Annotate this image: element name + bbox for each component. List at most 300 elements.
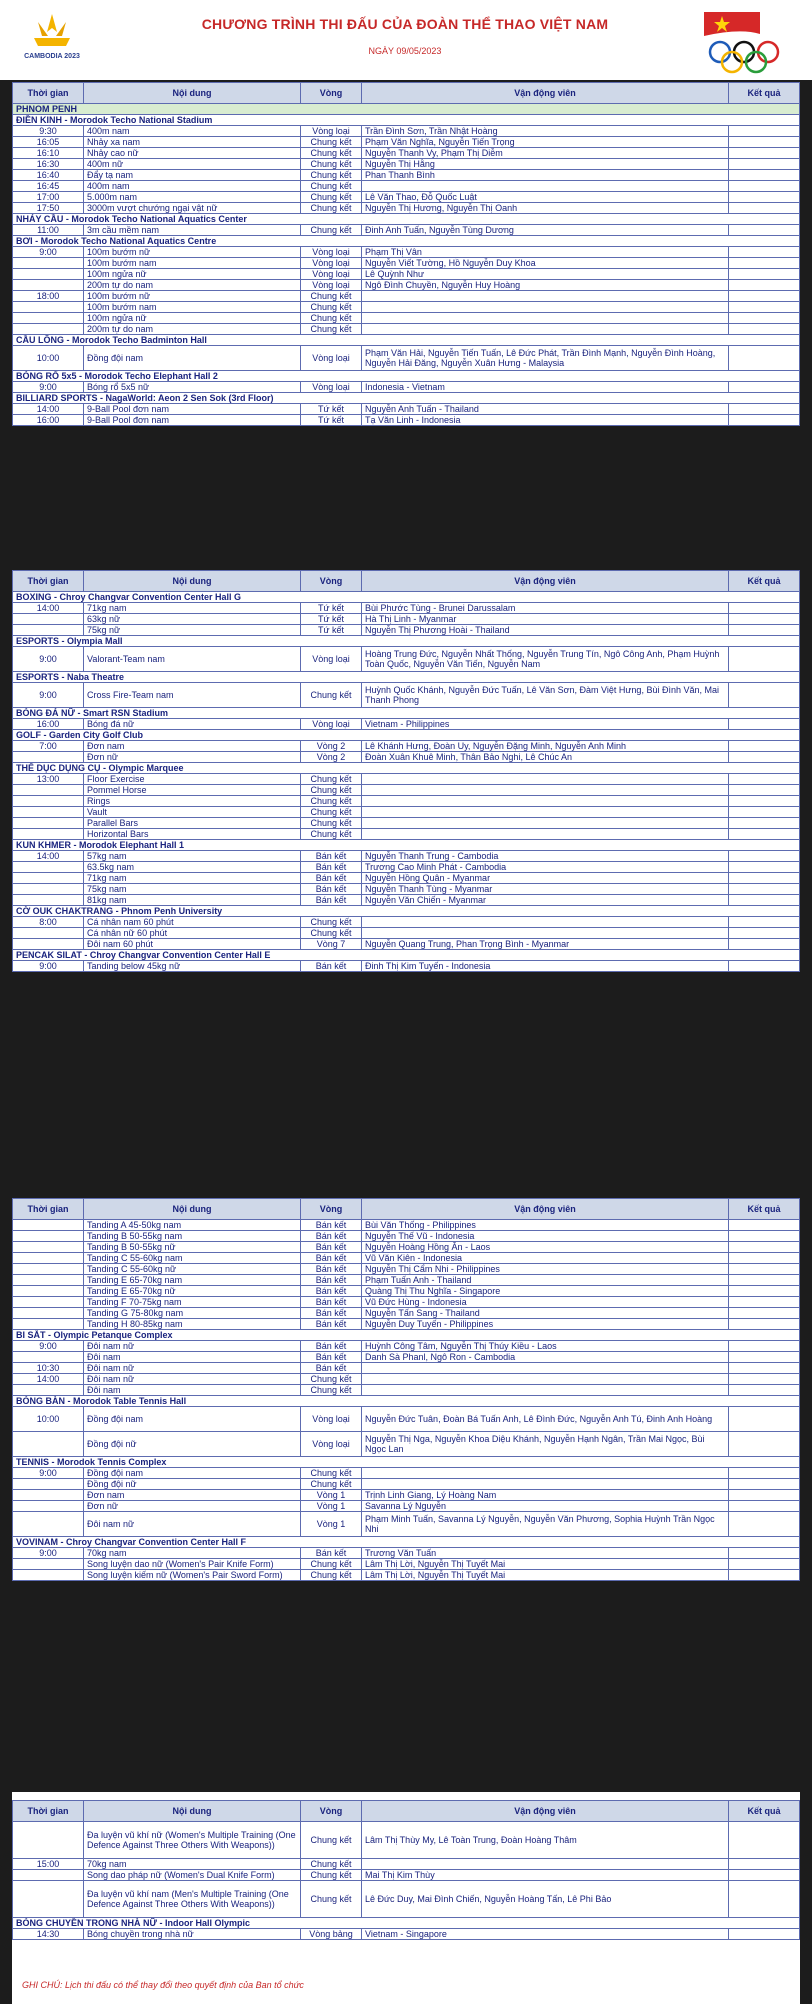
col-time-header: Thời gian: [13, 1199, 84, 1220]
event-time: 9:00: [13, 1341, 84, 1352]
event-round: Chung kết: [301, 818, 362, 829]
event-athletes: [362, 291, 729, 302]
event-time: [13, 1308, 84, 1319]
event-result: [729, 415, 800, 426]
event-athletes: Đinh Anh Tuấn, Nguyễn Tùng Dương: [362, 225, 729, 236]
schedule-row: [13, 1407, 800, 1432]
event-athletes: Phạm Văn Nghĩa, Nguyễn Tiến Trọng: [362, 137, 729, 148]
event-content: Rings: [84, 796, 301, 807]
event-round: Bán kết: [301, 1253, 362, 1264]
event-result: [729, 148, 800, 159]
event-athletes: Trần Đình Sơn, Trần Nhật Hoàng: [362, 126, 729, 137]
event-time: [13, 1242, 84, 1253]
event-content: Đa luyện vũ khí nam (Men's Multiple Training (One Defence Against Three Others With Weapons)): [84, 1881, 301, 1918]
event-result: [729, 346, 800, 371]
event-result: [729, 1570, 800, 1581]
event-round: Vòng loại: [301, 258, 362, 269]
col-time-header: Thời gian: [13, 1801, 84, 1822]
venue-name: ESPORTS - Naba Theatre: [13, 672, 800, 683]
event-round: Bán kết: [301, 862, 362, 873]
venue-row: [13, 840, 800, 851]
venue-row: [13, 906, 800, 917]
col-round-header: Vòng: [301, 1801, 362, 1822]
event-round: Vòng 1: [301, 1501, 362, 1512]
schedule-row: [13, 873, 800, 884]
event-content: Floor Exercise: [84, 774, 301, 785]
schedule-panel-2: [12, 570, 800, 972]
event-round: Chung kết: [301, 159, 362, 170]
event-athletes: Nguyễn Tấn Sang - Thailand: [362, 1308, 729, 1319]
col-athletes-header: Vận động viên: [362, 571, 729, 592]
event-content: 100m bướm nam: [84, 302, 301, 313]
event-result: [729, 625, 800, 636]
event-athletes: Phạm Thị Vân: [362, 247, 729, 258]
schedule-row: [13, 939, 800, 950]
schedule-row: [13, 818, 800, 829]
event-time: 16:10: [13, 148, 84, 159]
event-result: [729, 1407, 800, 1432]
schedule-row: [13, 1242, 800, 1253]
event-time: [13, 1220, 84, 1231]
schedule-row: [13, 203, 800, 214]
event-round: Chung kết: [301, 181, 362, 192]
event-athletes: [362, 313, 729, 324]
schedule-row: [13, 415, 800, 426]
event-result: [729, 382, 800, 393]
event-content: Tanding H 80-85kg nam: [84, 1319, 301, 1330]
event-time: 14:00: [13, 851, 84, 862]
event-athletes: [362, 181, 729, 192]
event-athletes: Nguyễn Thị Hương, Nguyễn Thị Oanh: [362, 203, 729, 214]
event-round: Bán kết: [301, 884, 362, 895]
event-result: [729, 614, 800, 625]
venue-name: GOLF - Garden City Golf Club: [13, 730, 800, 741]
event-round: Tứ kết: [301, 404, 362, 415]
venue-row: [13, 1457, 800, 1468]
event-content: 200m tự do nam: [84, 280, 301, 291]
venue-row: [13, 1396, 800, 1407]
event-result: [729, 1512, 800, 1537]
event-content: Vault: [84, 807, 301, 818]
venue-name: BÓNG CHUYỀN TRONG NHÀ NỮ - Indoor Hall Olympic: [13, 1918, 800, 1929]
event-result: [729, 269, 800, 280]
event-content: 5.000m nam: [84, 192, 301, 203]
event-athletes: Bùi Phước Tùng - Brunei Darussalam: [362, 603, 729, 614]
event-content: 75kg nữ: [84, 625, 301, 636]
event-athletes: Phạm Tuấn Anh - Thailand: [362, 1275, 729, 1286]
venue-row: [13, 592, 800, 603]
event-round: Chung kết: [301, 137, 362, 148]
event-result: [729, 1297, 800, 1308]
event-time: [13, 1286, 84, 1297]
event-time: [13, 1490, 84, 1501]
event-result: [729, 741, 800, 752]
schedule-row: [13, 1881, 800, 1918]
event-athletes: Danh Sà Phanl, Ngô Ron - Cambodia: [362, 1352, 729, 1363]
event-time: 9:00: [13, 1468, 84, 1479]
event-athletes: Bùi Văn Thống - Philippines: [362, 1220, 729, 1231]
event-time: [13, 269, 84, 280]
event-time: 9:30: [13, 126, 84, 137]
event-round: Chung kết: [301, 1374, 362, 1385]
event-athletes: [362, 1468, 729, 1479]
schedule-row: [13, 1297, 800, 1308]
event-time: [13, 1479, 84, 1490]
event-round: Chung kết: [301, 917, 362, 928]
event-result: [729, 159, 800, 170]
schedule-row: [13, 1275, 800, 1286]
event-result: [729, 225, 800, 236]
event-result: [729, 873, 800, 884]
event-result: [729, 1479, 800, 1490]
event-time: [13, 614, 84, 625]
schedule-row: [13, 917, 800, 928]
col-result-header: Kết quả: [729, 571, 800, 592]
event-round: Tứ kết: [301, 415, 362, 426]
event-athletes: Nguyễn Duy Tuyến - Philippines: [362, 1319, 729, 1330]
schedule-row: [13, 895, 800, 906]
schedule-table-2: [12, 570, 800, 972]
venue-row: [13, 672, 800, 683]
event-round: Bán kết: [301, 895, 362, 906]
venue-row: [13, 393, 800, 404]
event-content: 100m ngửa nữ: [84, 269, 301, 280]
schedule-row: [13, 1479, 800, 1490]
event-round: Chung kết: [301, 203, 362, 214]
event-content: 81kg nam: [84, 895, 301, 906]
event-content: 63kg nữ: [84, 614, 301, 625]
schedule-row: [13, 258, 800, 269]
event-time: 16:30: [13, 159, 84, 170]
event-content: 400m nam: [84, 181, 301, 192]
event-result: [729, 1870, 800, 1881]
event-result: [729, 302, 800, 313]
event-athletes: Đoàn Xuân Khuê Minh, Thân Bảo Nghi, Lê Chúc An: [362, 752, 729, 763]
event-time: [13, 1570, 84, 1581]
event-content: Nhảy xa nam: [84, 137, 301, 148]
event-round: Chung kết: [301, 148, 362, 159]
event-athletes: Nguyễn Quang Trung, Phan Trọng Bình - Myanmar: [362, 939, 729, 950]
event-round: Bán kết: [301, 1231, 362, 1242]
event-result: [729, 1242, 800, 1253]
event-round: Bán kết: [301, 851, 362, 862]
event-time: 9:00: [13, 247, 84, 258]
event-athletes: Vũ Văn Kiên - Indonesia: [362, 1253, 729, 1264]
schedule-row: [13, 1512, 800, 1537]
schedule-row: [13, 1432, 800, 1457]
event-athletes: Lâm Thị Lời, Nguyễn Thị Tuyết Mai: [362, 1559, 729, 1570]
event-round: Tứ kết: [301, 614, 362, 625]
event-result: [729, 1385, 800, 1396]
event-time: [13, 313, 84, 324]
event-athletes: [362, 796, 729, 807]
event-athletes: Trịnh Linh Giang, Lý Hoàng Nam: [362, 1490, 729, 1501]
event-result: [729, 647, 800, 672]
event-athletes: Nguyễn Thị Hằng: [362, 159, 729, 170]
schedule-row: [13, 148, 800, 159]
event-round: Vòng loại: [301, 647, 362, 672]
col-result-header: Kết quả: [729, 1199, 800, 1220]
event-content: Tanding below 45kg nữ: [84, 961, 301, 972]
event-content: 9-Ball Pool đơn nam: [84, 415, 301, 426]
schedule-row: [13, 829, 800, 840]
venue-name: BILLIARD SPORTS - NagaWorld: Aeon 2 Sen Sok (3rd Floor): [13, 393, 800, 404]
event-content: Parallel Bars: [84, 818, 301, 829]
event-result: [729, 258, 800, 269]
event-time: [13, 895, 84, 906]
event-result: [729, 774, 800, 785]
event-time: 9:00: [13, 1548, 84, 1559]
event-content: Bóng rổ 5x5 nữ: [84, 382, 301, 393]
event-result: [729, 917, 800, 928]
event-content: 3m cầu mềm nam: [84, 225, 301, 236]
event-athletes: Phạm Văn Hải, Nguyễn Tiến Tuấn, Lê Đức Phát, Trần Đình Mạnh, Nguyễn Đình Hoàng, Nguyễn Hải Đăng, Nguyễn Xuân Hưng - Malaysia: [362, 346, 729, 371]
event-content: 57kg nam: [84, 851, 301, 862]
venue-row: [13, 763, 800, 774]
event-result: [729, 939, 800, 950]
schedule-row: [13, 269, 800, 280]
event-result: [729, 1501, 800, 1512]
event-athletes: Hà Thị Linh - Myanmar: [362, 614, 729, 625]
event-result: [729, 126, 800, 137]
event-result: [729, 1559, 800, 1570]
schedule-row: [13, 1822, 800, 1859]
schedule-row: [13, 170, 800, 181]
event-content: Đôi nam nữ: [84, 1341, 301, 1352]
venue-row: [13, 730, 800, 741]
event-athletes: Nguyễn Anh Tuấn - Thailand: [362, 404, 729, 415]
event-result: [729, 1253, 800, 1264]
event-content: 200m tự do nam: [84, 324, 301, 335]
event-content: 100m ngửa nữ: [84, 313, 301, 324]
event-content: Cá nhân nam 60 phút: [84, 917, 301, 928]
event-time: 7:00: [13, 741, 84, 752]
event-content: Pommel Horse: [84, 785, 301, 796]
event-time: 17:50: [13, 203, 84, 214]
event-result: [729, 884, 800, 895]
event-result: [729, 603, 800, 614]
event-round: Chung kết: [301, 302, 362, 313]
venue-row: [13, 236, 800, 247]
schedule-row: [13, 1341, 800, 1352]
event-content: Đồng đội nam: [84, 1407, 301, 1432]
event-time: [13, 1385, 84, 1396]
event-athletes: Nguyễn Thanh Vy, Phạm Thị Diễm: [362, 148, 729, 159]
city-name: PHNOM PENH: [13, 104, 800, 115]
event-content: Tanding F 70-75kg nam: [84, 1297, 301, 1308]
event-athletes: [362, 1479, 729, 1490]
col-athletes-header: Vận động viên: [362, 1801, 729, 1822]
event-round: Vòng loại: [301, 1432, 362, 1457]
event-content: 70kg nam: [84, 1859, 301, 1870]
event-time: [13, 796, 84, 807]
schedule-row: [13, 225, 800, 236]
schedule-row: [13, 603, 800, 614]
event-time: [13, 1264, 84, 1275]
event-result: [729, 752, 800, 763]
event-time: [13, 785, 84, 796]
event-content: Cá nhân nữ 60 phút: [84, 928, 301, 939]
event-athletes: Lê Khánh Hưng, Đoàn Uy, Nguyễn Đặng Minh, Nguyễn Anh Minh: [362, 741, 729, 752]
event-result: [729, 895, 800, 906]
document-date: NGÀY 09/05/2023: [368, 46, 442, 56]
schedule-row: [13, 1385, 800, 1396]
event-time: 18:00: [13, 291, 84, 302]
event-content: Đồng đội nam: [84, 346, 301, 371]
event-result: [729, 1548, 800, 1559]
venue-row: [13, 1918, 800, 1929]
event-result: [729, 1308, 800, 1319]
event-time: 14:30: [13, 1929, 84, 1940]
schedule-row: [13, 324, 800, 335]
schedule-row: [13, 961, 800, 972]
event-result: [729, 1220, 800, 1231]
event-result: [729, 829, 800, 840]
event-athletes: Nguyễn Thanh Trung - Cambodia: [362, 851, 729, 862]
event-round: Chung kết: [301, 1479, 362, 1490]
col-content-header: Nội dung: [84, 1199, 301, 1220]
schedule-row: [13, 291, 800, 302]
event-content: Cross Fire-Team nam: [84, 683, 301, 708]
schedule-row: [13, 1559, 800, 1570]
event-round: Bán kết: [301, 1286, 362, 1297]
event-round: Chung kết: [301, 1570, 362, 1581]
event-content: Đôi nam: [84, 1352, 301, 1363]
event-round: Chung kết: [301, 829, 362, 840]
schedule-row: [13, 807, 800, 818]
event-round: Vòng 7: [301, 939, 362, 950]
event-time: 9:00: [13, 683, 84, 708]
event-time: 9:00: [13, 382, 84, 393]
schedule-row: [13, 614, 800, 625]
schedule-row: [13, 1929, 800, 1940]
event-round: Chung kết: [301, 170, 362, 181]
event-athletes: Đinh Thị Kim Tuyến - Indonesia: [362, 961, 729, 972]
event-round: Chung kết: [301, 928, 362, 939]
city-row: [13, 104, 800, 115]
event-time: [13, 807, 84, 818]
schedule-row: [13, 280, 800, 291]
event-content: Bóng chuyền trong nhà nữ: [84, 1929, 301, 1940]
col-content-header: Nội dung: [84, 571, 301, 592]
event-content: 71kg nam: [84, 603, 301, 614]
schedule-row: [13, 1231, 800, 1242]
schedule-row: [13, 313, 800, 324]
event-athletes: Nguyễn Thị Cẩm Nhi - Philippines: [362, 1264, 729, 1275]
event-content: Valorant-Team nam: [84, 647, 301, 672]
event-content: 400m nam: [84, 126, 301, 137]
event-result: [729, 1859, 800, 1870]
event-round: Chung kết: [301, 291, 362, 302]
event-athletes: Lâm Thị Thùy My, Lê Toàn Trung, Đoàn Hoàng Thâm: [362, 1822, 729, 1859]
schedule-row: [13, 625, 800, 636]
event-time: [13, 324, 84, 335]
schedule-row: [13, 1319, 800, 1330]
event-round: Vòng loại: [301, 280, 362, 291]
document-title: CHƯƠNG TRÌNH THI ĐẤU CỦA ĐOÀN THỂ THAO VIỆT NAM: [201, 16, 609, 32]
event-athletes: Nguyễn Văn Chiến - Myanmar: [362, 895, 729, 906]
event-content: 400m nữ: [84, 159, 301, 170]
event-result: [729, 1432, 800, 1457]
event-result: [729, 1929, 800, 1940]
event-time: 8:00: [13, 917, 84, 928]
event-round: Vòng 2: [301, 741, 362, 752]
event-time: [13, 1319, 84, 1330]
event-result: [729, 785, 800, 796]
event-athletes: [362, 1374, 729, 1385]
event-round: Chung kết: [301, 1468, 362, 1479]
document-header: [0, 0, 812, 80]
schedule-row: [13, 1501, 800, 1512]
venue-row: [13, 708, 800, 719]
event-content: Đẩy tạ nam: [84, 170, 301, 181]
event-athletes: Phạm Minh Tuấn, Savanna Lý Nguyễn, Nguyễn Văn Phương, Sophia Huỳnh Trần Ngọc Nhi: [362, 1512, 729, 1537]
event-time: [13, 873, 84, 884]
schedule-row: [13, 181, 800, 192]
event-time: [13, 829, 84, 840]
event-content: Đôi nam: [84, 1385, 301, 1396]
event-athletes: [362, 324, 729, 335]
event-result: [729, 313, 800, 324]
event-result: [729, 1374, 800, 1385]
venue-row: [13, 371, 800, 382]
event-result: [729, 324, 800, 335]
event-content: Đôi nam nữ: [84, 1363, 301, 1374]
event-time: [13, 302, 84, 313]
event-time: 17:00: [13, 192, 84, 203]
event-athletes: [362, 302, 729, 313]
event-content: Tanding C 55-60kg nam: [84, 1253, 301, 1264]
event-round: Bán kết: [301, 961, 362, 972]
event-result: [729, 1341, 800, 1352]
col-result-header: Kết quả: [729, 1801, 800, 1822]
schedule-note: GHI CHÚ: Lịch thi đấu có thể thay đổi theo quyết định của Ban tổ chức: [22, 1980, 304, 1990]
venue-name: ESPORTS - Olympia Mall: [13, 636, 800, 647]
event-content: Đôi nam 60 phút: [84, 939, 301, 950]
venue-name: CỜ OUK CHAKTRANG - Phnom Penh University: [13, 906, 800, 917]
venue-name: CẦU LÔNG - Morodok Techo Badminton Hall: [13, 335, 800, 346]
event-content: Tanding B 50-55kg nam: [84, 1231, 301, 1242]
schedule-row: [13, 382, 800, 393]
event-result: [729, 961, 800, 972]
event-athletes: Indonesia - Vietnam: [362, 382, 729, 393]
event-content: 3000m vượt chướng ngại vật nữ: [84, 203, 301, 214]
event-round: Chung kết: [301, 192, 362, 203]
event-content: Đồng đội nữ: [84, 1432, 301, 1457]
event-round: Tứ kết: [301, 625, 362, 636]
event-round: Vòng loại: [301, 126, 362, 137]
event-result: [729, 203, 800, 214]
event-result: [729, 928, 800, 939]
schedule-row: [13, 1286, 800, 1297]
event-time: 11:00: [13, 225, 84, 236]
event-athletes: Nguyễn Hồng Quân - Myanmar: [362, 873, 729, 884]
schedule-row: [13, 247, 800, 258]
event-round: Chung kết: [301, 313, 362, 324]
schedule-row: [13, 1352, 800, 1363]
event-content: Đa luyện vũ khí nữ (Women's Multiple Training (One Defence Against Three Others With Weapons)): [84, 1822, 301, 1859]
event-time: 16:05: [13, 137, 84, 148]
event-athletes: Tạ Văn Linh - Indonesia: [362, 415, 729, 426]
event-time: 9:00: [13, 647, 84, 672]
event-time: 14:00: [13, 603, 84, 614]
svg-text:CAMBODIA 2023: CAMBODIA 2023: [24, 53, 80, 60]
event-athletes: [362, 774, 729, 785]
event-time: [13, 1275, 84, 1286]
col-athletes-header: Vận động viên: [362, 83, 729, 104]
event-round: Vòng 1: [301, 1490, 362, 1501]
event-athletes: Nguyễn Đức Tuân, Đoàn Bá Tuấn Anh, Lê Đình Đức, Nguyễn Anh Tú, Đinh Anh Hoàng: [362, 1407, 729, 1432]
